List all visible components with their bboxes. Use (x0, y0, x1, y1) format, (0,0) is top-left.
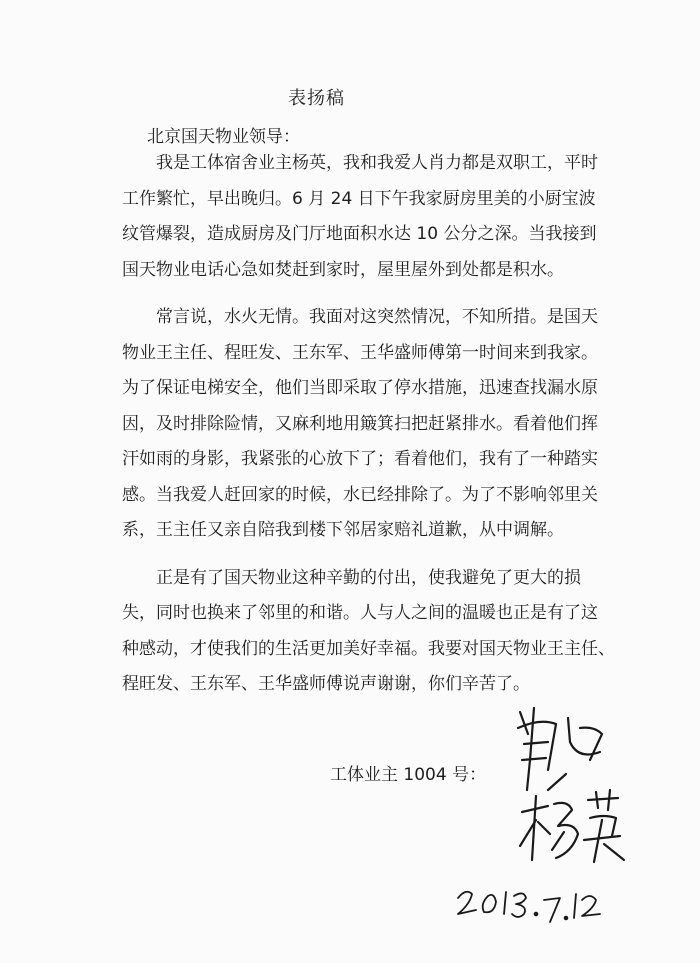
body-line: 工作繁忙，早出晚归。6 月 24 日下午我家厨房里美的小厨宝波 (122, 188, 596, 209)
body-line: 为了保证电梯安全，他们当即采取了停水措施，迅速查找漏水原 (122, 378, 598, 398)
letter-title: 表扬稿 (288, 88, 345, 109)
body-line: 纹管爆裂，造成厨房及门厅地面积水达 10 公分之深。当我接到 (122, 224, 597, 244)
signature-yang-ying (520, 790, 624, 862)
signature-xiao-li (518, 708, 602, 790)
body-line: 感。当我爱人赶回家的时候，水已经排除了。为了不影响邻里关 (122, 484, 598, 505)
salutation: 北京国天物业领导： (147, 127, 300, 147)
body-line: 程旺发、王东军、王华盛师傅说声谢谢，你们辛苦了。 (122, 674, 530, 694)
body-line: 失，同时也换来了邻里的和谐。人与人之间的温暖也正是有了这 (122, 603, 598, 623)
body-line: 汗如雨的身影，我紧张的心放下了；看着他们，我有了一种踏实 (122, 449, 598, 469)
body-line: 种感动，才使我们的生活更加美好幸福。我要对国天物业王主任、 (122, 638, 615, 659)
body-line: 物业王主任、程旺发、王东军、王华盛师傅第一时间来到我家。 (122, 342, 598, 363)
body-line: 国天物业电话心急如焚赶到家时，屋里屋外到处都是积水。 (122, 259, 564, 280)
body-line: 我是工体宿舍业主杨英，我和我爱人肖力都是双职工，平时 (156, 153, 598, 173)
body-line: 因，及时排除险情，又麻利地用簸箕扫把赶紧排水。看着他们挥 (122, 413, 598, 434)
body-line: 系，王主任又亲自陪我到楼下邻居家赔礼道歉，从中调解。 (122, 520, 564, 540)
body-line: 常言说，水火无情。我面对这突然情况，不知所措。是国天 (156, 307, 598, 327)
signoff: 工体业主 1004 号： (330, 765, 487, 785)
signature-date (458, 892, 600, 922)
body-line: 正是有了国天物业这种辛勤的付出，使我避免了更大的损 (156, 567, 581, 588)
